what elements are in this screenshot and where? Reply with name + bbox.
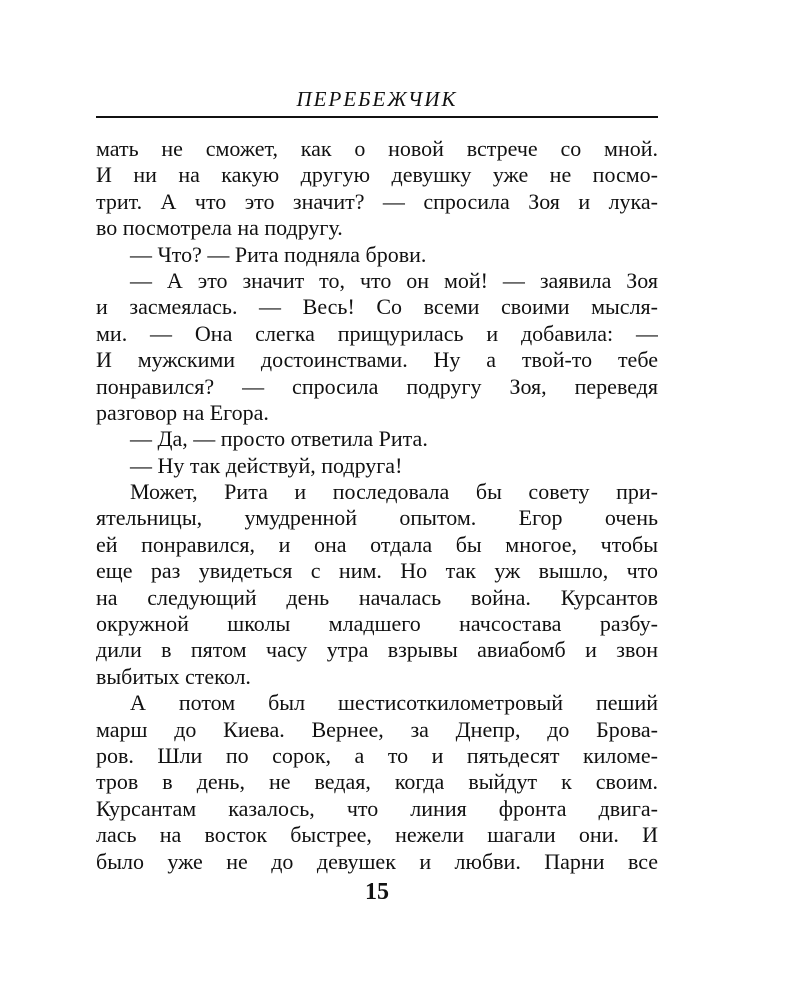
text-line: ми. — Она слегка прищурилась и добавила: —: [96, 320, 658, 346]
text-line: ров. Шли по сорок, а то и пятьдесят киломе-: [96, 742, 658, 768]
text-line: ей понравился, и она отдала бы многое, чтобы: [96, 531, 658, 557]
running-head: ПЕРЕБЕЖЧИК: [296, 87, 458, 111]
text-line: лась на восток быстрее, нежели шагали они. И: [96, 822, 658, 848]
text-line: тров в день, не ведая, когда выйдут к своим.: [96, 769, 658, 795]
text-line: на следующий день началась война. Курсантов: [96, 584, 658, 610]
page-number: 15: [365, 879, 389, 905]
text-line: во посмотрела на подругу.: [96, 215, 343, 241]
header-rule: [96, 116, 658, 118]
text-line: — Да, — просто ответила Рита.: [130, 426, 428, 452]
text-line: И мужскими достоинствами. Ну а твой-то тебе: [96, 347, 658, 373]
text-line: марш до Киева. Вернее, за Днепр, до Брова-: [96, 716, 658, 742]
text-line: мать не сможет, как о новой встрече со мной.: [96, 136, 658, 161]
text-line: было уже не до девушек и любви. Парни все: [96, 848, 658, 874]
text-line: окружной школы младшего начсостава разбу-: [96, 611, 658, 637]
text-line: еще раз увидеться с ним. Но так уж вышло, что: [96, 558, 658, 584]
text-line: разговор на Егора.: [96, 399, 269, 425]
text-line: дили в пятом часу утра взрывы авиабомб и звон: [96, 637, 658, 663]
text-line: трит. А что это значит? — спросила Зоя и лука-: [96, 188, 658, 214]
text-line: И ни на какую другую девушку уже не посмо-: [96, 162, 658, 188]
text-line: Может, Рита и последовала бы совету при-: [130, 479, 658, 505]
text-line: и засмеялась. — Весь! Со всеми своими мысля-: [96, 294, 658, 320]
text-line: ятельницы, умудренной опытом. Егор очень: [96, 505, 658, 531]
text-line: понравился? — спросила подругу Зоя, переведя: [96, 373, 658, 399]
text-line: выбитых стекол.: [96, 663, 251, 689]
text-line: — Ну так действуй, подруга!: [130, 452, 403, 478]
body-text: [96, 136, 658, 875]
text-line: Курсантам казалось, что линия фронта двига-: [96, 795, 658, 821]
text-line: — Что? — Рита подняла брови.: [130, 241, 427, 267]
text-line: — А это значит то, что он мой! — заявила Зоя: [130, 267, 658, 293]
text-line: А потом был шестисоткилометровый пеший: [130, 690, 658, 716]
